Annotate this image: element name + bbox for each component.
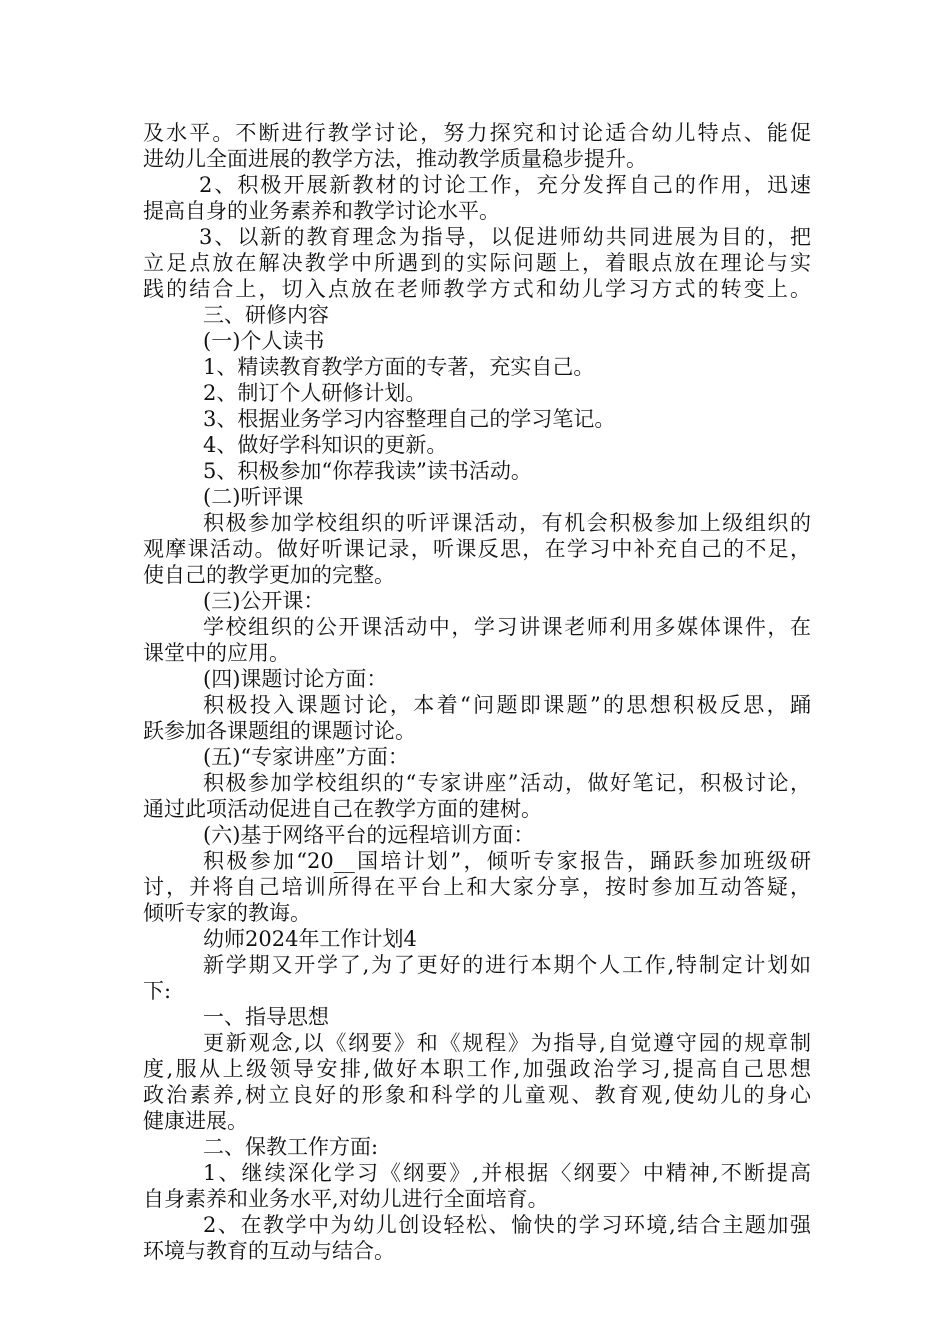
subsection-heading: (五)“专家讲座”方面： — [203, 745, 409, 769]
subsection-heading: (二)听评课 — [203, 485, 304, 509]
text-line: 践的结合上，切入点放在老师教学方式和幼儿学习方式的转变上。 — [143, 277, 811, 301]
text-line: 2、积极开展新教材的讨论工作，充分发挥自己的作用，迅速 — [199, 173, 811, 197]
text-line: 度,服从上级领导安排,做好本职工作,加强政治学习,提高自己思想 — [143, 1057, 811, 1081]
text-line: 倾听专家的教诲。 — [143, 901, 311, 925]
text-line: 新学期又开学了,为了更好的进行本期个人工作,特制定计划如 — [203, 953, 811, 977]
text-line: 观摩课活动。做好听课记录，听课反思，在学习中补充自己的不足， — [143, 537, 811, 561]
section-heading: 三、研修内容 — [203, 303, 329, 327]
text-line: 政治素养,树立良好的形象和科学的儿童观、教育观,使幼儿的身心 — [143, 1083, 811, 1107]
text-line: 进幼儿全面进展的教学方法，推动教学质量稳步提升。 — [143, 147, 647, 171]
text-line: 学校组织的公开课活动中，学习讲课老师利用多媒体课件，在 — [203, 615, 811, 639]
text-line: 通过此项活动促进自己在教学方面的建树。 — [143, 797, 542, 821]
text-line: 课堂中的应用。 — [143, 641, 290, 665]
list-item: 3、根据业务学习内容整理自己的学习笔记。 — [203, 407, 616, 431]
text-line: 2、在教学中为幼儿创设轻松、愉快的学习环境,结合主题加强 — [203, 1213, 811, 1237]
text-line: 讨，并将自己培训所得在平台上和大家分享，按时参加互动答疑， — [143, 875, 811, 899]
text-line: 跃参加各课题组的课题讨论。 — [143, 719, 416, 743]
document-body — [143, 120, 811, 1264]
subsection-heading: (四)课题讨论方面： — [203, 667, 388, 691]
subsection-heading: (一)个人读书 — [203, 329, 325, 353]
section-heading: 二、保教工作方面: — [203, 1135, 379, 1159]
list-item: 5、积极参加“你荐我读”读书活动。 — [203, 459, 532, 483]
document-title: 幼师2024年工作计划4 — [203, 927, 417, 951]
text-line: 提高自身的业务素养和教学讨论水平。 — [143, 199, 500, 223]
list-item: 2、制订个人研修计划。 — [203, 381, 427, 405]
list-item: 1、精读教育教学方面的专著，充实自己。 — [203, 355, 595, 379]
subsection-heading: (三)公开课： — [203, 589, 325, 613]
subsection-heading: (六)基于网络平台的远程培训方面： — [203, 823, 535, 847]
text-line: 下: — [143, 979, 172, 1003]
text-line: 及水平。不断进行教学讨论，努力探究和讨论适合幼儿特点、能促 — [143, 121, 811, 145]
text-line: 立足点放在解决教学中所遇到的实际问题上，着眼点放在理论与实 — [143, 251, 811, 275]
text-line: 积极参加学校组织的听评课活动，有机会积极参加上级组织的 — [203, 511, 811, 535]
list-item: 4、做好学科知识的更新。 — [203, 433, 448, 457]
text-line: 3、以新的教育理念为指导，以促进师幼共同进展为目的，把 — [199, 225, 811, 249]
text-line: 自身素养和业务水平,对幼儿进行全面培育。 — [143, 1187, 549, 1211]
section-heading: 一、指导思想 — [203, 1005, 329, 1029]
text-line: 环境与教育的互动与结合。 — [143, 1239, 395, 1263]
text-line: 1、继续深化学习《纲要》,并根据〈纲要〉中精神,不断提高 — [203, 1161, 811, 1185]
text-line: 健康进展。 — [143, 1109, 248, 1133]
text-line: 积极参加“20__国培计划”，倾听专家报告，踊跃参加班级研 — [203, 849, 811, 873]
text-line: 更新观念,以《纲要》和《规程》为指导,自觉遵守园的规章制 — [203, 1031, 811, 1055]
text-line: 积极投入课题讨论，本着“问题即课题”的思想积极反思，踊 — [203, 693, 811, 717]
text-line: 使自己的教学更加的完整。 — [143, 563, 395, 587]
text-line: 积极参加学校组织的“专家讲座”活动，做好笔记，积极讨论， — [203, 771, 811, 795]
